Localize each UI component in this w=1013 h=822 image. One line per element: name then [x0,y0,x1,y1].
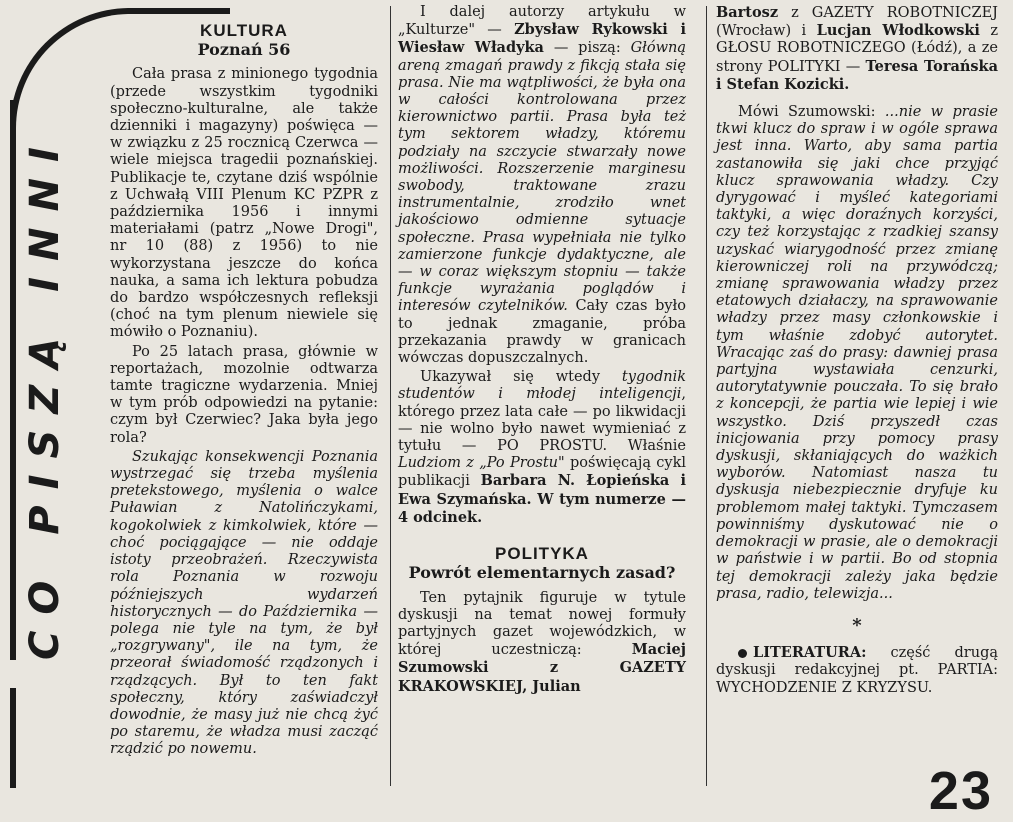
text: Ten pytajnik figuruje w tytule dyskusji na temat nowej formuły partyjnych gazet wojewódzkich, w której uczestniczą: [398,589,686,659]
author-names: Barbara N. Łopieńska i Ewa Szymańska. W tym numerze — 4 odcinek. [398,472,686,526]
quote: ...nie w prasie tkwi klucz do spraw i w ogóle sprawa jest inna. Warto, aby sama partia zastanowiła się jaki chce przyjąć klucz sprawowania władzy. Czy dyrygować i myśleć kategoriami taktyki, a więc doraźnych korzyści, czy też korzystając z rzadkiej szansy uzyskać wiarygodność przez zmianę kierowniczej roli na przywódczą; zmianę sprawowania władzy przez etatowych działaczy, na sprawowanie władzy przez masy członkowskie i tym właśnie zdobyć autorytet. Wracając zaś do prasy: dawniej prasa partyjna wystawiała cenzurki, autorytatywnie pouczała. To się brało z koncepcji, że partia wie lepiej i wie wszystko. Dziś przyszedł czas inicjowania przy pomocy prasy dyskusji, skłaniających do ważkich wyborów. Natomiast nasza tu dyskusja niebezpiecznie dryfuje ku problemom małej taktyki. Tymczasem powinniśmy dyskutować nie o demokracji w prasie, ale o demokracji w państwie i w partii. Bo od stopnia tej demokracji zależy jaka będzie prasa, radio, telewizja... [716,104,998,602]
text: Ukazywał się wtedy [420,369,622,386]
masthead-rule-bottom [10,688,16,788]
quote: Ludziom z „Po Prostu" [398,455,565,472]
paragraph [716,4,998,94]
quote: Główną areną zmagań prawdy z fikcją stała się prasa. Nie ma wątpliwości, że była ona w całości kontrolowana przez kierownictwo partii. Prasa była też tym sektorem władzy, któremu podziały na szczycie stwarzały nowe możliwości. Rozszerzenie marginesu swobody, traktowane zrazu instrumentalnie, zrodziło wnet jakościowo odmienne sytuacje społeczne. Prasa wypełniała nie tylko zamierzone funkcje dydaktyczne, ale — w coraz większym stopniu — także funkcje wyrażania poglądów i interesów czytelników. [398,40,686,315]
author-names: Lucjan Włodkowski [816,22,980,40]
text: , którego przez lata całe — po likwidacji — nie wolno było nawet wymieniać z tytułu — PO PROSTU. Właśnie [398,386,686,455]
page-number: 23 [928,761,993,821]
paragraph [398,4,686,367]
column-3 [716,4,998,699]
text: z GŁOSU ROBOTNICZEGO (Łódź), a ze strony POLITYKI — [716,23,999,75]
text: z GAZETY ROBOTNICZEJ (Wrocław) i [716,5,998,40]
paragraph: Po 25 latach prasa, głównie w reportażach, mozolnie odtwarza tamte tragiczne wydarzenia. Mniej w tym prób odpowiedzi na pytanie: czym był Czerwiec? Jaka była jego rola? [110,343,378,446]
column-2 [398,4,686,698]
author-names: Teresa Torańska i Stefan Kozicki. [716,57,998,93]
paragraph [398,590,686,696]
column-1 [110,22,378,761]
masthead-rule [10,100,16,660]
author-names: Maciej Szumowski z GAZETY KRAKOWSKIEJ, Julian [398,641,686,695]
column-divider [390,6,391,786]
paragraph [716,644,998,697]
paragraph [398,369,686,527]
bullet-icon [738,649,747,658]
paragraph-italic: Szukając konsekwencji Poznania wystrzegać się trzeba myślenia pretekstowego, myślenia o walce Puławian z Natolińczykami, kogokolwiek z kimkolwiek, które — choć pociągające — nie oddaje istoty przeobrażeń. Rzeczywista rola Poznania w rozwoju późniejszych wydarzeń historycznych — do Października — polega nie tyle na tym, że był „rozgrywany", ile na tym, że przeorał świadomość rządzonych i rządzących. Był to ten fakt społeczny, który zaświadczył dowodnie, że masy już nie chcą żyć po staremu, że władza musi zacząć rządzić po nowemu. [110,448,378,758]
paragraph: Cała prasa z minionego tygodnia (przede wszystkim tygodniki społeczno-kulturalne, ale także dzienniki i magazyny) poświęca — w związku z 25 rocznicą Czerwca — wiele miejsca tragedii poznańskiej. Publikacje te, czytane dziś wspólnie z Uchwałą VIII Plenum KC PZPR z października 1956 i innymi materiałami (patrz „Nowe Drogi", nr 10 (88) z 1956) to nie wykorzystana jeszcze do końca nauka, a sama ich lektura pobudza do bardzo współczesnych refleksji (choć na tym plenum niewiele się mówiło o Poznaniu). [110,66,378,341]
article-subtitle: Poznań 56 [197,40,291,60]
label: LITERATURA: [753,644,867,662]
text: Cały czas było to jednak zmaganie, próba przekazania prawdy w granicach wówczas dopuszczalnych. [398,298,686,367]
article-subtitle: Powrót elementarnych zasad? [408,563,676,583]
text: poświęcają cykl publikacji [398,455,687,490]
section-heading-kultura: KULTURA [200,21,288,40]
section-polityka [398,545,686,581]
author-names: Bartosz [716,4,779,21]
text: — piszą: [543,40,631,57]
column-divider [706,6,707,786]
masthead-title: CO PISZĄ INNI [22,131,68,660]
text: Mówi Szumowski: [738,104,885,121]
text: I dalej autorzy artykułu w „Kulturze" — [398,4,686,39]
quote: tygodnik studentów i młodej inteligencji [398,369,686,403]
author-names: Zbysław Rykowski i Wiesław Władyka [398,21,686,57]
section-heading-polityka: POLITYKA [495,544,589,564]
text: część drugą dyskusji redakcyjnej pt. PARTIA: WYCHODZENIE Z KRYZYSU. [716,645,998,696]
section-separator-star: * [852,614,862,636]
paragraph [716,104,998,603]
